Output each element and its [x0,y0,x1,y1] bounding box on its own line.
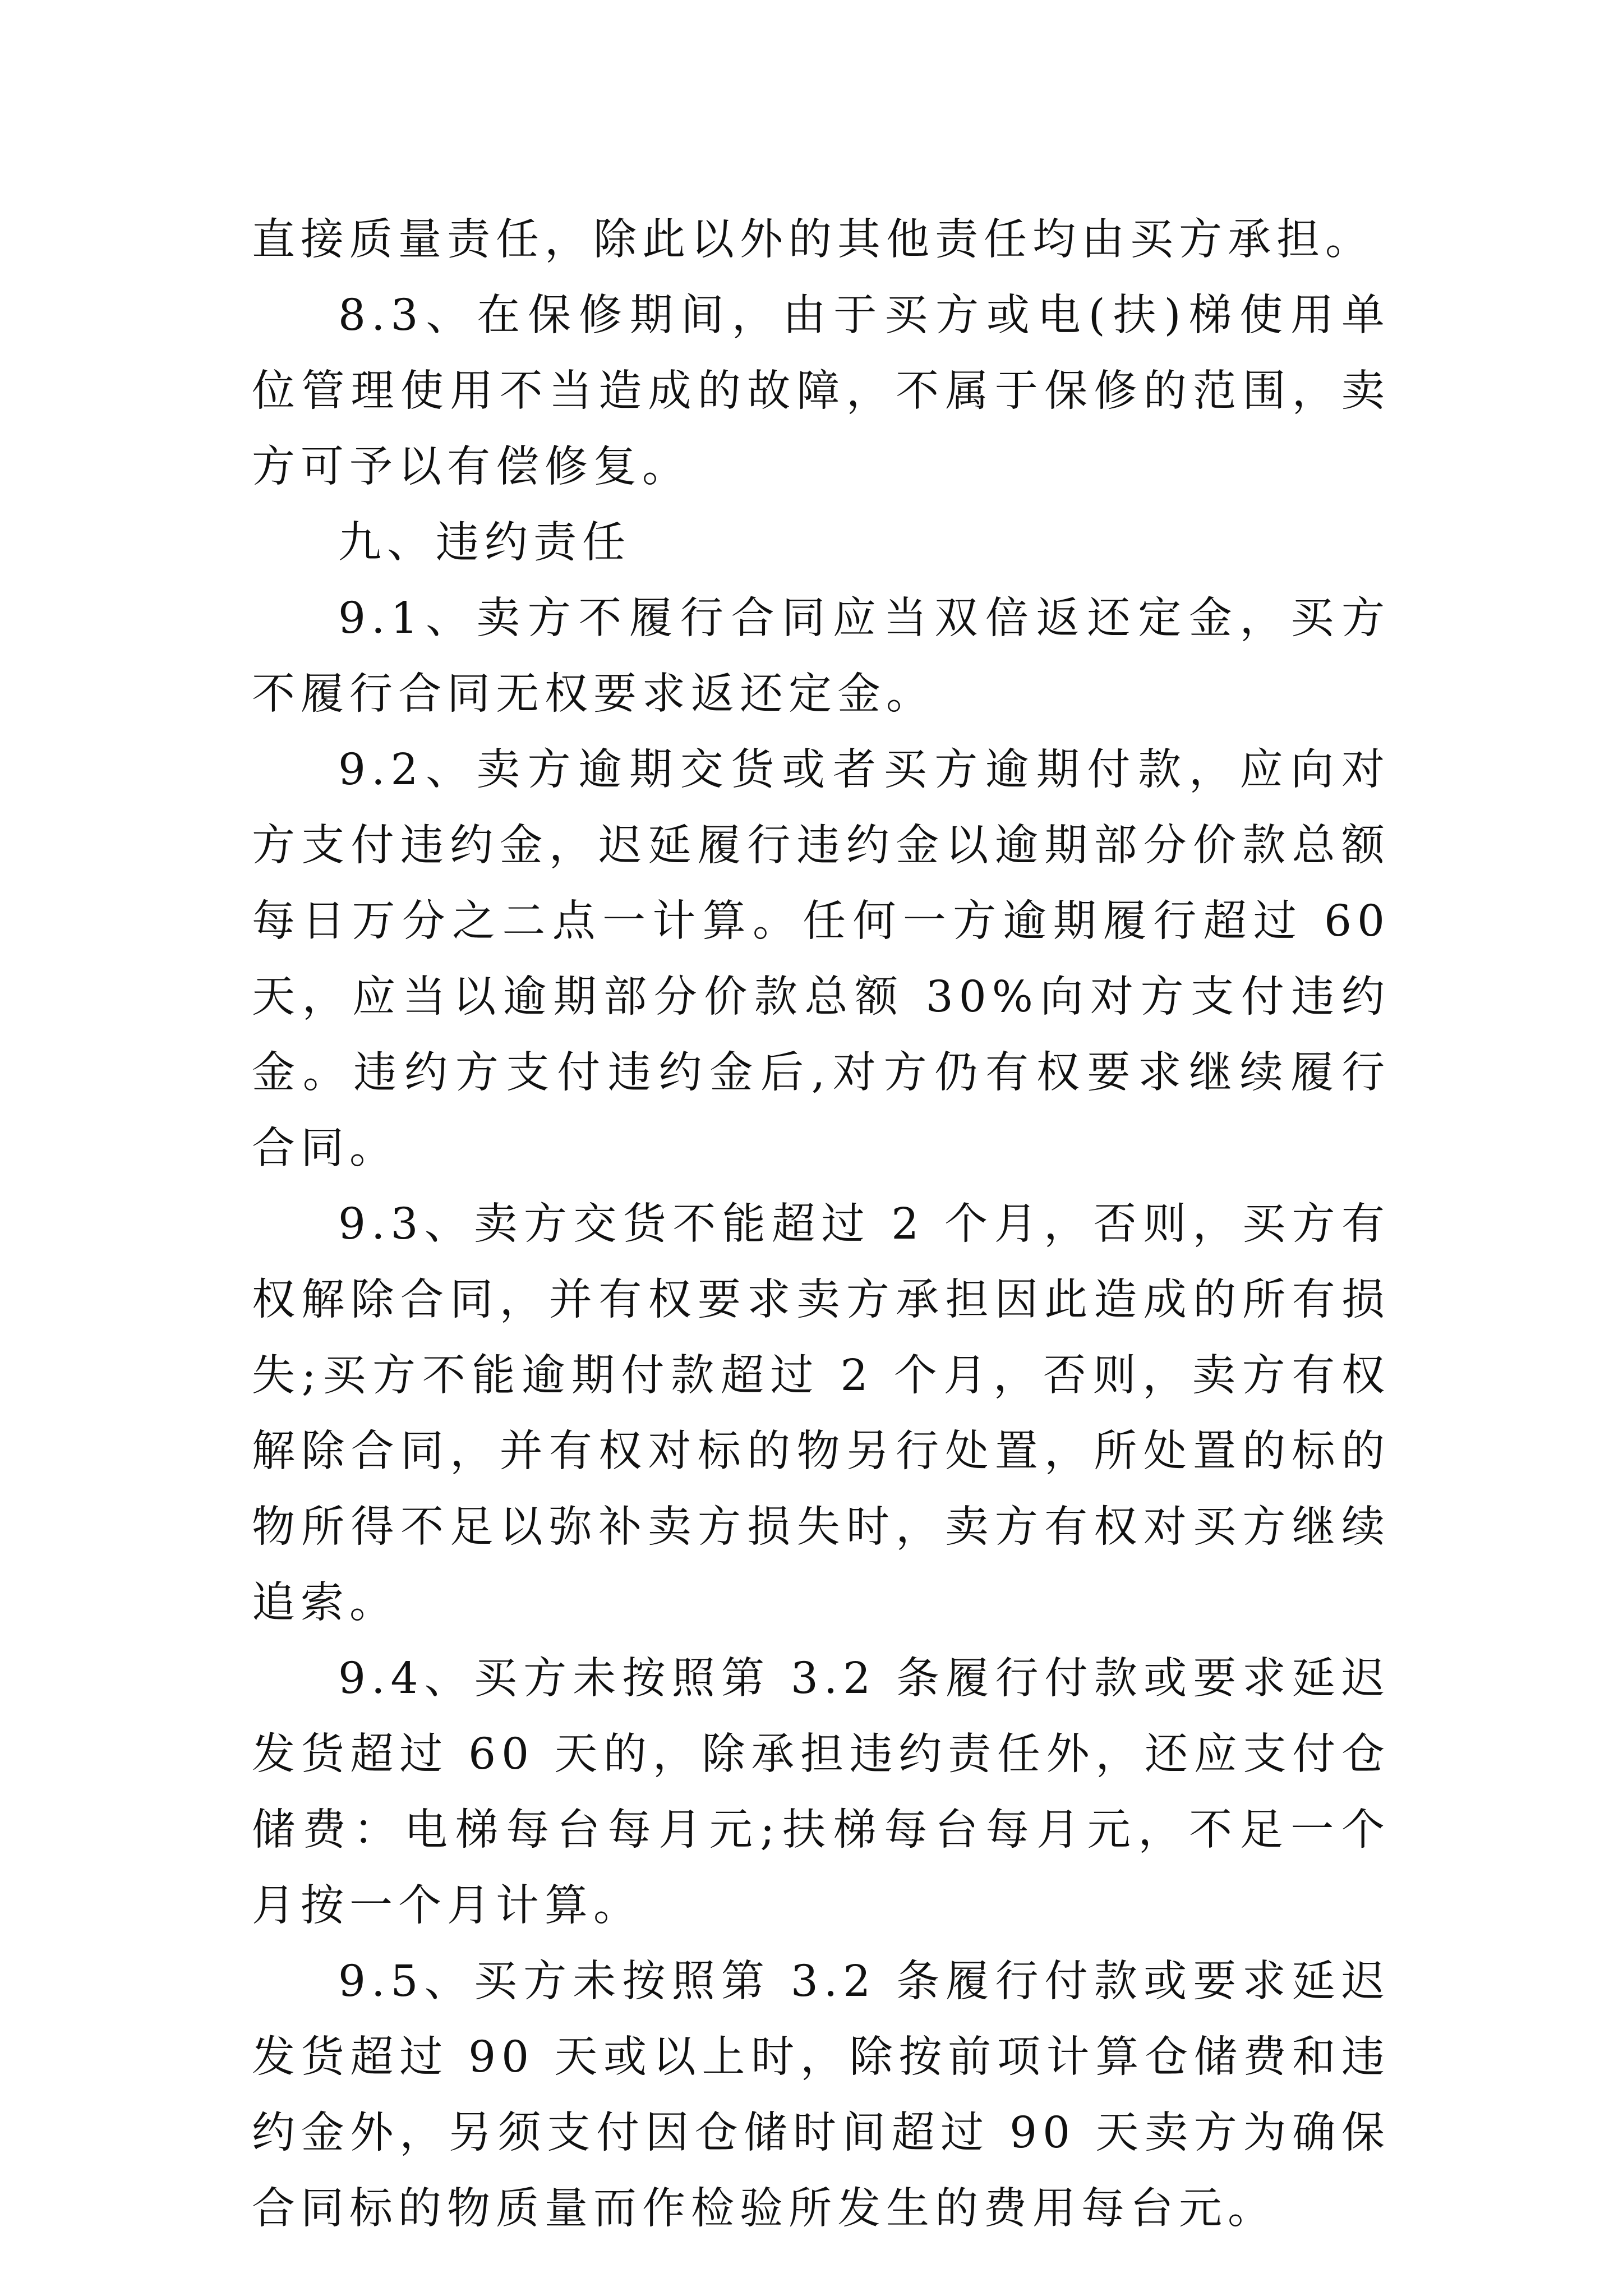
paragraph-8-3: 8.3、在保修期间，由于买方或电(扶)梯使用单位管理使用不当造成的故障，不属于保修的范围，卖方可予以有偿修复。 [252,291,1390,492]
paragraph-9-5: 9.5、买方未按照第 3.2 条履行付款或要求延迟发货超过 90 天或以上时，除按前项计算仓储费和违约金外，另须支付因仓储时间超过 90 天卖方为确保合同标的物质量而作检验所发生的费用每台元。 [252,1957,1390,2234]
document-body [252,202,1390,2247]
paragraph-9-2: 9.2、卖方逾期交货或者买方逾期付款，应向对方支付违约金，迟延履行违约金以逾期部分价款总额每日万分之二点一计算。任何一方逾期履行超过 60 天，应当以逾期部分价款总额 30%向对方支付违约金。违约方支付违约金后,对方仍有权要求继续履行合同。 [252,745,1390,1174]
paragraph-9-4: 9.4、买方未按照第 3.2 条履行付款或要求延迟发货超过 60 天的，除承担违约责任外，还应支付仓储费：电梯每台每月元;扶梯每台每月元，不足一个月按一个月计算。 [252,1654,1390,1931]
paragraph-8-2-continued: 直接质量责任，除此以外的其他责任均由买方承担。 [252,215,1374,265]
paragraph-9-1: 9.1、卖方不履行合同应当双倍返还定金，买方不履行合同无权要求返还定金。 [252,593,1390,719]
section-heading-9: 九、违约责任 [338,518,631,568]
paragraph-9-3: 9.3、卖方交货不能超过 2 个月，否则，买方有权解除合同，并有权要求卖方承担因此造成的所有损失;买方不能逾期付款超过 2 个月，否则，卖方有权解除合同，并有权对标的物另行处置，所处置的标的物所得不足以弥补卖方损失时，卖方有权对买方继续追索。 [252,1199,1390,1628]
